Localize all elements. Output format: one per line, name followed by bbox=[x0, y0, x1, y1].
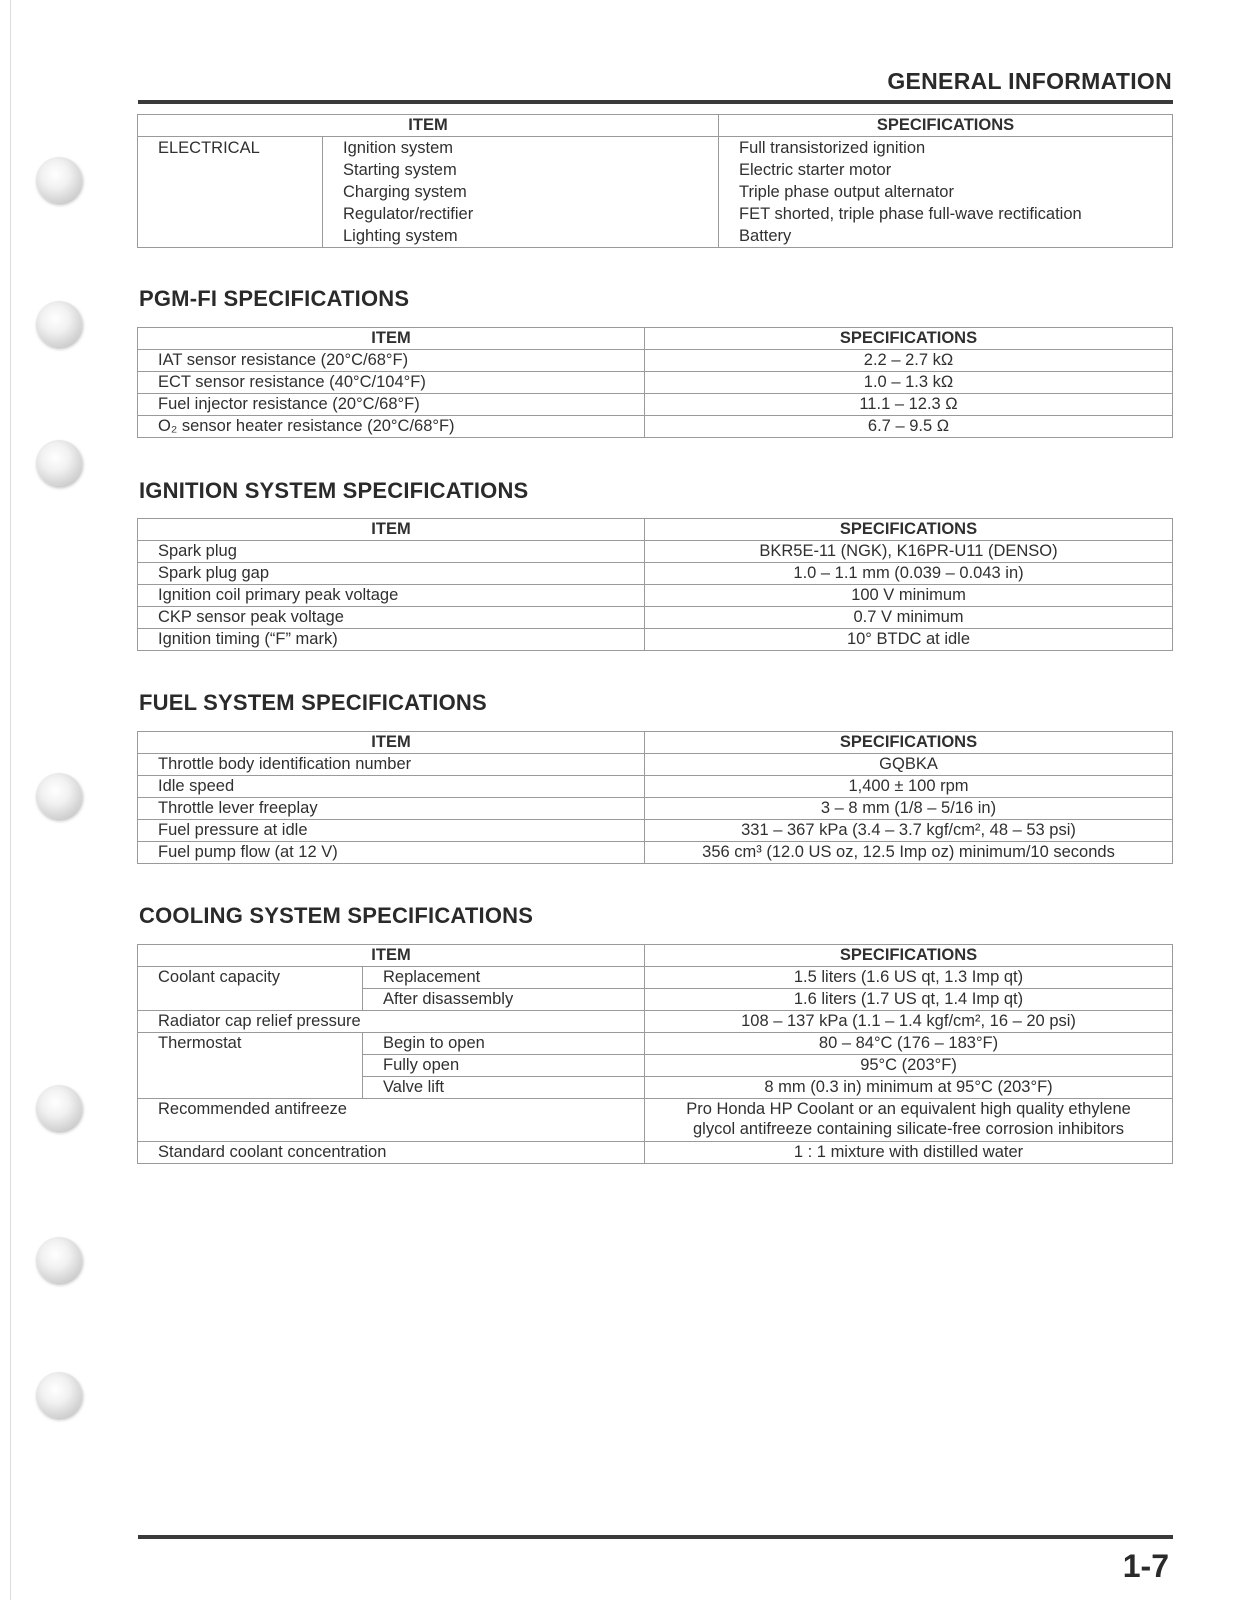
table-row bbox=[138, 798, 1173, 820]
section-title-pgmfi: PGM-FI SPECIFICATIONS bbox=[139, 286, 410, 311]
table-header-row bbox=[138, 945, 1173, 967]
ignition-table bbox=[137, 518, 1173, 651]
item-cell: ECT sensor resistance (40°C/104°F) bbox=[138, 372, 645, 394]
table-row bbox=[138, 607, 1173, 629]
electrical-table bbox=[137, 114, 1173, 248]
table-row bbox=[138, 629, 1173, 651]
item-text: Lighting system bbox=[343, 227, 458, 245]
spec-text: Full transistorized ignition bbox=[739, 139, 926, 157]
binder-hole bbox=[36, 1085, 82, 1131]
spec-text: Battery bbox=[739, 227, 792, 245]
table-row bbox=[138, 776, 1173, 798]
spec-text: Electric starter motor bbox=[739, 161, 892, 179]
column-header-spec: SPECIFICATIONS bbox=[645, 519, 1173, 541]
binder-hole bbox=[36, 1237, 82, 1283]
item-cell: Fuel pressure at idle bbox=[138, 820, 645, 842]
spec-cell: 1.0 – 1.1 mm (0.039 – 0.043 in) bbox=[645, 563, 1173, 585]
binder-hole bbox=[36, 157, 82, 203]
pgmfi-table bbox=[137, 327, 1173, 438]
column-header-item: ITEM bbox=[138, 519, 645, 541]
table-row bbox=[138, 1142, 1173, 1164]
sub-item-cell: After disassembly bbox=[363, 989, 645, 1011]
binder-hole bbox=[36, 301, 82, 347]
column-header-spec: SPECIFICATIONS bbox=[719, 115, 1173, 137]
item-cell: Idle speed bbox=[138, 776, 645, 798]
item-cell: Throttle lever freeplay bbox=[138, 798, 645, 820]
category-label bbox=[138, 137, 323, 248]
item-cell: Ignition coil primary peak voltage bbox=[138, 585, 645, 607]
spec-cell bbox=[719, 137, 1173, 248]
item-cell: Thermostat bbox=[138, 1033, 363, 1099]
spec-cell: 1,400 ± 100 rpm bbox=[645, 776, 1173, 798]
item-cell: Standard coolant concentration bbox=[138, 1142, 645, 1164]
spec-cell: 10° BTDC at idle bbox=[645, 629, 1173, 651]
spec-line: glycol antifreeze containing silicate-free corrosion inhibitors bbox=[692, 1120, 1125, 1138]
item-cell: Coolant capacity bbox=[138, 967, 363, 1011]
column-header-item: ITEM bbox=[138, 732, 645, 754]
table-row bbox=[138, 1033, 1173, 1055]
spec-cell: 2.2 – 2.7 kΩ bbox=[645, 350, 1173, 372]
table-row bbox=[138, 754, 1173, 776]
spec-cell: 0.7 V minimum bbox=[645, 607, 1173, 629]
table-row bbox=[138, 585, 1173, 607]
spec-cell: 6.7 – 9.5 Ω bbox=[645, 416, 1173, 438]
page-edge bbox=[10, 0, 11, 1600]
item-text: Charging system bbox=[343, 183, 467, 201]
binder-hole bbox=[36, 440, 82, 486]
spec-cell: 356 cm³ (12.0 US oz, 12.5 Imp oz) minimum/10 seconds bbox=[645, 842, 1173, 864]
header-rule bbox=[138, 100, 1173, 104]
spec-cell: BKR5E-11 (NGK), K16PR-U11 (DENSO) bbox=[645, 541, 1173, 563]
table-row bbox=[138, 1099, 1173, 1142]
section-title-cooling: COOLING SYSTEM SPECIFICATIONS bbox=[139, 903, 534, 928]
item-text: Starting system bbox=[343, 161, 457, 179]
column-header-item: ITEM bbox=[138, 328, 645, 350]
item-cell: Throttle body identification number bbox=[138, 754, 645, 776]
footer-rule bbox=[138, 1535, 1173, 1539]
item-cell bbox=[323, 137, 719, 248]
sub-item-cell: Replacement bbox=[363, 967, 645, 989]
item-cell: O₂ sensor heater resistance (20°C/68°F) bbox=[138, 416, 645, 438]
item-cell: CKP sensor peak voltage bbox=[138, 607, 645, 629]
spec-cell: 1.6 liters (1.7 US qt, 1.4 Imp qt) bbox=[645, 989, 1173, 1011]
item-text: Regulator/rectifier bbox=[343, 205, 474, 223]
spec-cell: 1 : 1 mixture with distilled water bbox=[645, 1142, 1173, 1164]
spec-cell: 3 – 8 mm (1/8 – 5/16 in) bbox=[645, 798, 1173, 820]
spec-cell: GQBKA bbox=[645, 754, 1173, 776]
section-title-ignition: IGNITION SYSTEM SPECIFICATIONS bbox=[139, 478, 529, 503]
item-cell: Ignition timing (“F” mark) bbox=[138, 629, 645, 651]
item-cell: Fuel pump flow (at 12 V) bbox=[138, 842, 645, 864]
column-header-spec: SPECIFICATIONS bbox=[645, 328, 1173, 350]
spec-cell bbox=[645, 1099, 1173, 1142]
spec-line: Pro Honda HP Coolant or an equivalent high quality ethylene bbox=[686, 1100, 1131, 1118]
spec-cell: 331 – 367 kPa (3.4 – 3.7 kgf/cm², 48 – 53 psi) bbox=[645, 820, 1173, 842]
column-header-item: ITEM bbox=[138, 115, 719, 137]
spec-cell: 1.5 liters (1.6 US qt, 1.3 Imp qt) bbox=[645, 967, 1173, 989]
binder-hole bbox=[36, 773, 82, 819]
page-header-title: GENERAL INFORMATION bbox=[887, 68, 1172, 94]
sub-item-cell: Fully open bbox=[363, 1055, 645, 1077]
spec-cell: 108 – 137 kPa (1.1 – 1.4 kgf/cm², 16 – 20 psi) bbox=[645, 1011, 1173, 1033]
table-row bbox=[138, 842, 1173, 864]
table-row bbox=[138, 967, 1173, 989]
table-row bbox=[138, 137, 1173, 248]
item-cell: Spark plug bbox=[138, 541, 645, 563]
table-row bbox=[138, 1011, 1173, 1033]
item-text: Ignition system bbox=[343, 139, 454, 157]
table-row bbox=[138, 563, 1173, 585]
category-text: ELECTRICAL bbox=[158, 139, 260, 157]
table-row bbox=[138, 416, 1173, 438]
item-cell: IAT sensor resistance (20°C/68°F) bbox=[138, 350, 645, 372]
column-header-spec: SPECIFICATIONS bbox=[645, 945, 1173, 967]
table-header-row bbox=[138, 519, 1173, 541]
spec-cell: 95°C (203°F) bbox=[645, 1055, 1173, 1077]
spec-cell: 80 – 84°C (176 – 183°F) bbox=[645, 1033, 1173, 1055]
column-header-spec: SPECIFICATIONS bbox=[645, 732, 1173, 754]
spec-cell: 8 mm (0.3 in) minimum at 95°C (203°F) bbox=[645, 1077, 1173, 1099]
item-cell: Recommended antifreeze bbox=[138, 1099, 645, 1142]
table-row bbox=[138, 541, 1173, 563]
spec-cell: 100 V minimum bbox=[645, 585, 1173, 607]
table-header-row bbox=[138, 328, 1173, 350]
item-cell: Spark plug gap bbox=[138, 563, 645, 585]
table-row bbox=[138, 350, 1173, 372]
table-header-row bbox=[138, 115, 1173, 137]
item-cell: Radiator cap relief pressure bbox=[138, 1011, 645, 1033]
table-row bbox=[138, 820, 1173, 842]
sub-item-cell: Valve lift bbox=[363, 1077, 645, 1099]
spec-cell: 11.1 – 12.3 Ω bbox=[645, 394, 1173, 416]
fuel-table bbox=[137, 731, 1173, 864]
page-number: 1-7 bbox=[1122, 1548, 1169, 1584]
column-header-item: ITEM bbox=[138, 945, 645, 967]
cooling-table bbox=[137, 944, 1173, 1164]
spec-cell: 1.0 – 1.3 kΩ bbox=[645, 372, 1173, 394]
binder-hole bbox=[36, 1372, 82, 1418]
item-cell: Fuel injector resistance (20°C/68°F) bbox=[138, 394, 645, 416]
table-row bbox=[138, 372, 1173, 394]
sub-item-cell: Begin to open bbox=[363, 1033, 645, 1055]
spec-text: Triple phase output alternator bbox=[739, 183, 954, 201]
spec-text: FET shorted, triple phase full-wave rectification bbox=[739, 205, 1082, 223]
table-header-row bbox=[138, 732, 1173, 754]
section-title-fuel: FUEL SYSTEM SPECIFICATIONS bbox=[139, 690, 487, 715]
table-row bbox=[138, 394, 1173, 416]
